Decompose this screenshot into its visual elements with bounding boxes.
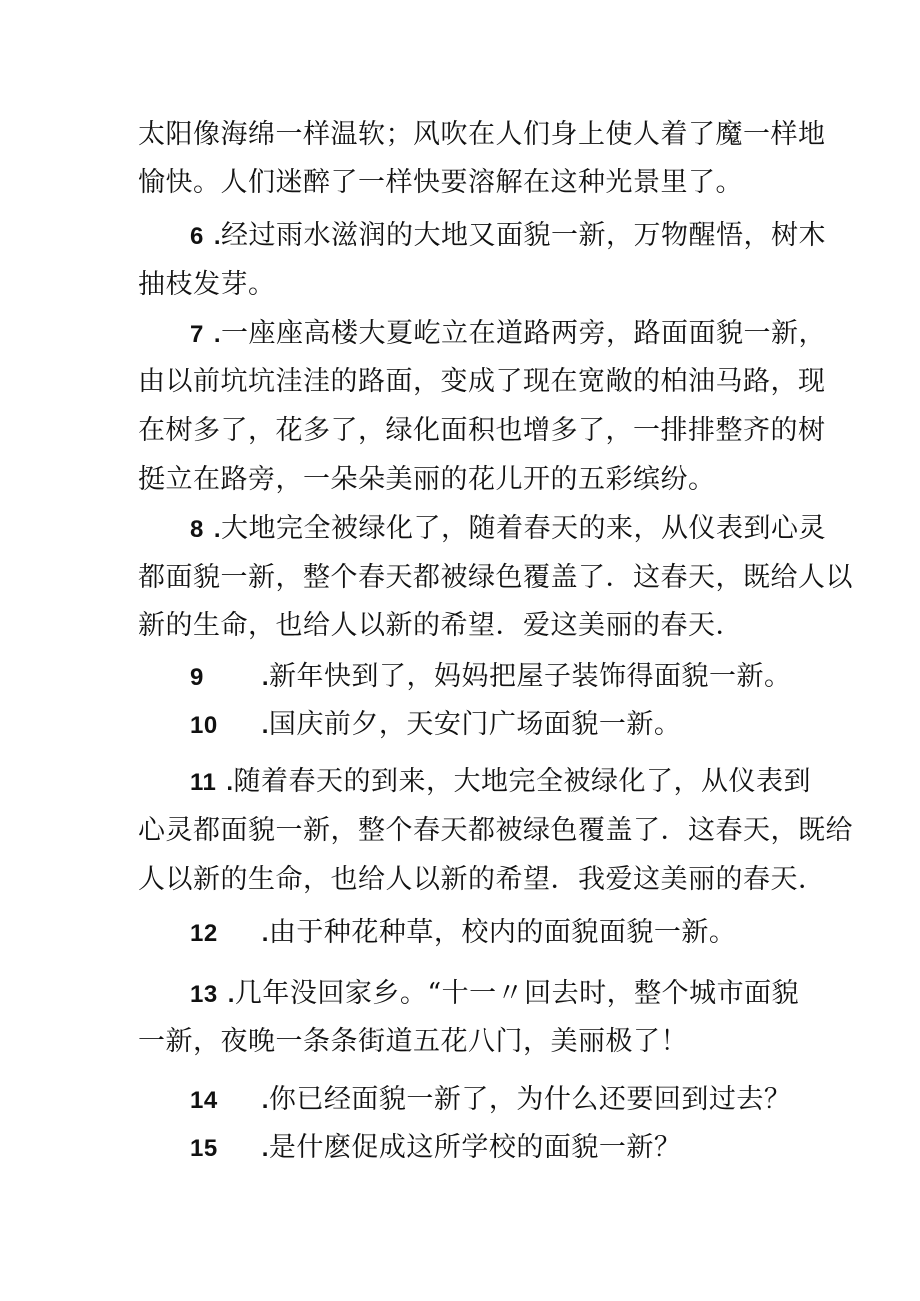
item-number: 15	[190, 1135, 218, 1162]
item-11-line-3: 人以新的生命，也给人以新的希望．我爱这美丽的春天．	[138, 864, 826, 895]
item-number: 7	[190, 321, 204, 348]
list-item-14: 14 .你已经面貌一新了，为什么还要回到过去？	[190, 1084, 792, 1115]
list-item-11: 11 .随着春天的到来，大地完全被绿化了，从仪表到	[190, 766, 812, 797]
item-8-line-3: 新的生命，也给人以新的希望．爱这美丽的春天．	[138, 610, 743, 641]
item-number: 9	[190, 664, 204, 691]
list-item-15: 15 .是什麽促成这所学校的面貌一新？	[190, 1132, 682, 1163]
continuation-line-2: 愉快。人们迷醉了一样快要溶解在这种光景里了。	[138, 167, 743, 198]
item-number: 6	[190, 223, 204, 250]
item-text: 你已经面貌一新了，为什么还要回到过去？	[268, 1084, 792, 1115]
item-text: 几年没回家乡。“十一〃回去时，整个城市面貌	[234, 978, 800, 1009]
list-item-10: 10 .国庆前夕，天安门广场面貌一新。	[190, 709, 682, 740]
list-item-12: 12 .由于种花种草，校内的面貌面貌一新。	[190, 917, 737, 948]
item-number: 10	[190, 712, 218, 739]
list-item-13: 13 .几年没回家乡。“十一〃回去时，整个城市面貌	[190, 978, 800, 1009]
item-text: 随着春天的到来，大地完全被绿化了，从仪表到	[233, 766, 812, 797]
item-number: 11	[190, 769, 217, 796]
item-number: 12	[190, 920, 218, 947]
item-text: 国庆前夕，天安门广场面貌一新。	[268, 709, 682, 740]
item-13-line-2: 一新，夜晚一条条街道五花八门，美丽极了！	[138, 1026, 688, 1057]
item-7-line-2: 由以前坑坑洼洼的路面，变成了现在宽敞的柏油马路，现	[138, 366, 826, 397]
list-item-8: 8 .大地完全被绿化了，随着春天的来，从仪表到心灵	[190, 513, 827, 544]
list-item-6: 6 .经过雨水滋润的大地又面貌一新，万物醒悟，树木	[190, 220, 827, 251]
list-item-7: 7 .一座座高楼大夏屹立在道路两旁，路面面貌一新，	[190, 318, 827, 349]
item-7-line-3: 在树多了，花多了，绿化面积也增多了，一排排整齐的树	[138, 415, 826, 446]
item-text: 由于种花种草，校内的面貌面貌一新。	[268, 917, 737, 948]
item-8-line-2: 都面貌一新，整个春天都被绿色覆盖了．这春天，既给人以	[138, 562, 853, 593]
item-number: 13	[190, 981, 218, 1008]
item-number: 8	[190, 516, 204, 543]
item-6-line-2: 抽枝发芽。	[138, 269, 276, 300]
item-text: 大地完全被绿化了，随着春天的来，从仪表到心灵	[221, 513, 827, 544]
item-number: 14	[190, 1087, 218, 1114]
item-text: 一座座高楼大夏屹立在道路两旁，路面面貌一新，	[221, 318, 827, 349]
item-11-line-2: 心灵都面貌一新，整个春天都被绿色覆盖了．这春天，既给	[138, 815, 853, 846]
continuation-line-1: 太阳像海绵一样温软；风吹在人们身上使人着了魔一样地	[138, 119, 826, 150]
item-7-line-4: 挺立在路旁，一朵朵美丽的花儿开的五彩缤纷。	[138, 464, 716, 495]
item-text: 经过雨水滋润的大地又面貌一新，万物醒悟，树木	[221, 220, 827, 251]
list-item-9: 9 .新年快到了，妈妈把屋子装饰得面貌一新。	[190, 661, 792, 692]
item-text: 新年快到了，妈妈把屋子装饰得面貌一新。	[269, 661, 792, 692]
item-text: 是什麽促成这所学校的面貌一新？	[268, 1132, 682, 1163]
